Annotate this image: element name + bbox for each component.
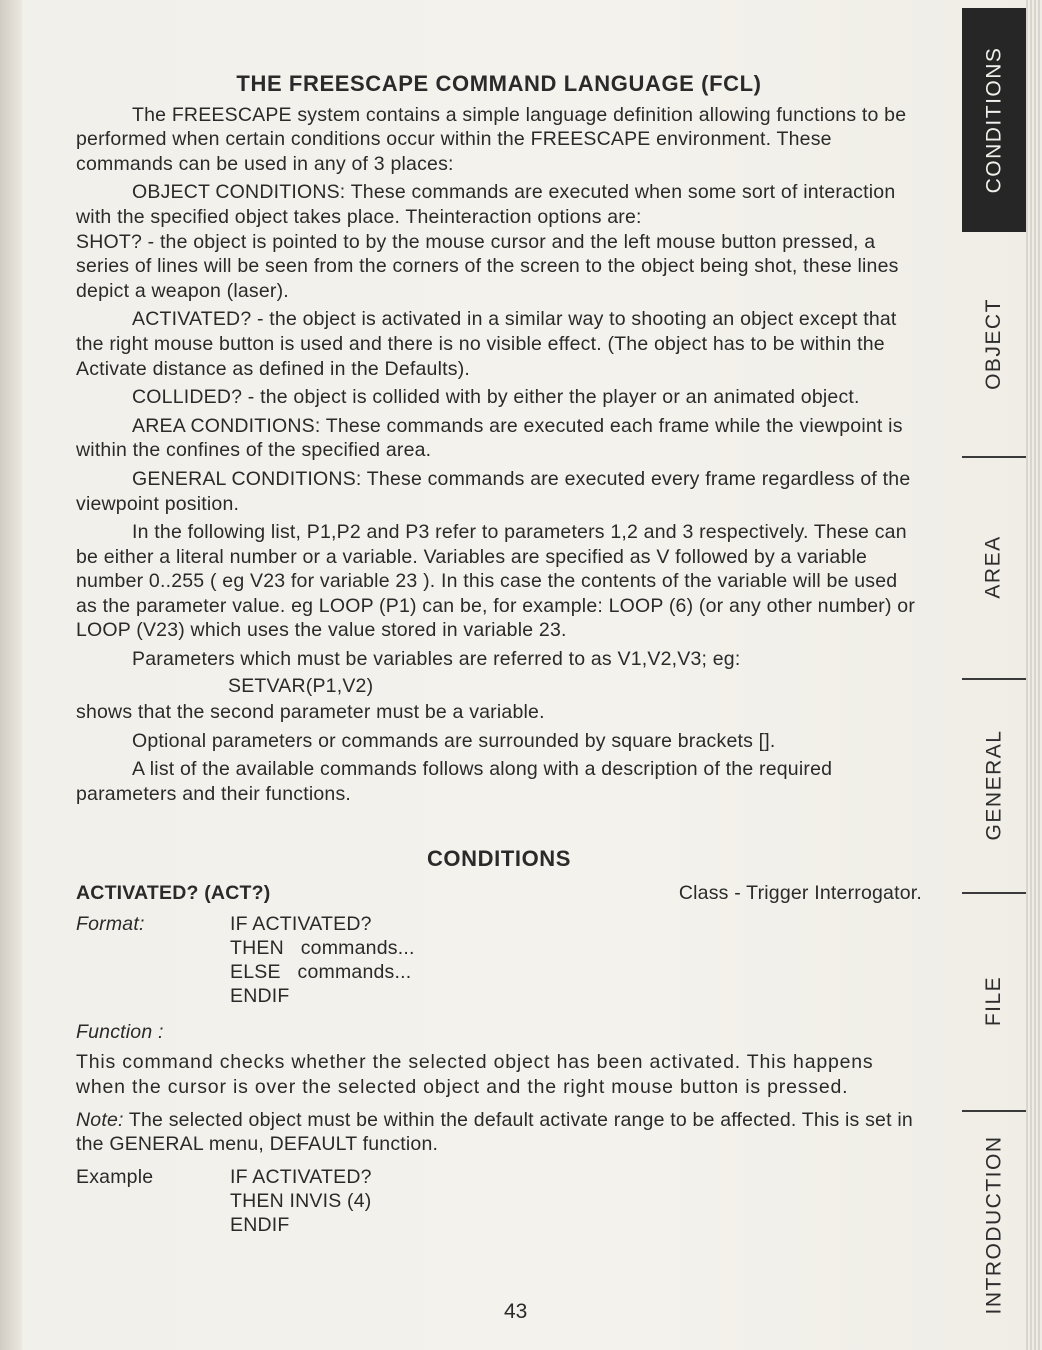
tab-label: AREA (982, 535, 1005, 599)
format-line: IF ACTIVATED? (230, 912, 372, 935)
function-label: Function : (76, 1020, 164, 1043)
example-label: Example (76, 1165, 154, 1188)
command-name: ACTIVATED? (ACT?) (76, 882, 271, 905)
page-binding (0, 0, 22, 1350)
tab-area[interactable] (962, 456, 1026, 680)
general-conditions-paragraph: GENERAL CONDITIONS: These commands are executed every frame regardless of the viewpoint position. (76, 467, 911, 515)
tab-label: FILE (981, 975, 1005, 1027)
variables-paragraph: Parameters which must be variables are referred to as V1,V2,V3; eg: (132, 648, 741, 671)
example-line: THEN INVIS (4) (230, 1189, 372, 1212)
area-conditions-paragraph: AREA CONDITIONS: These commands are executed each frame while the viewpoint is within the confines of the specified area. (76, 414, 903, 462)
note-paragraph (76, 1108, 922, 1157)
parameters-paragraph: In the following list, P1,P2 and P3 refer to parameters 1,2 and 3 respectively. These can be either a literal number or a variable. Variables are specified as V followed by a variable number 0..255 ( eg V23 for variable 23 ). In this case the contents of the variable will be used as the parameter value. eg LOOP (P1) can be, for example: LOOP (6) (or any other number) or LOOP (V23) which uses the value stored in variable 23. (76, 521, 916, 642)
example-lines (230, 1165, 372, 1237)
code-example: SETVAR(P1,V2) (228, 674, 374, 697)
page-heading: THE FREESCAPE COMMAND LANGUAGE (FCL) (236, 71, 762, 96)
tab-label: OBJECT (982, 298, 1005, 390)
note-label: Note: (76, 1108, 124, 1131)
format-line: THEN commands... (230, 936, 415, 959)
second-parameter-paragraph: shows that the second parameter must be a variable. (76, 701, 545, 724)
command-class: Class - Trigger Interrogator. (678, 882, 922, 905)
example-line: ENDIF (230, 1213, 290, 1236)
section-tabs (962, 0, 1042, 1350)
tab-general[interactable] (962, 678, 1026, 894)
tab-label: CONDITIONS (982, 46, 1005, 194)
format-block (76, 912, 922, 1008)
format-line: ENDIF (230, 984, 290, 1007)
format-line: ELSE commands... (230, 960, 412, 983)
command-list-paragraph: A list of the available commands follows along with a description of the required parameters and their functions. (76, 758, 833, 806)
optional-parameters-paragraph: Optional parameters or commands are surrounded by square brackets []. (132, 729, 776, 752)
tab-introduction[interactable] (962, 1110, 1026, 1340)
page-number: 43 (504, 1300, 528, 1323)
format-lines (230, 912, 415, 1008)
function-text: This command checks whether the selected object has been activated. This happens when the cursor is over the selected object and the right mouse button is pressed. (76, 1051, 874, 1098)
note-text: The selected object must be within the default activate range to be affected. This is set in the GENERAL menu, DEFAULT function. (76, 1108, 913, 1156)
page-content (76, 72, 922, 1237)
section-title: CONDITIONS (426, 845, 572, 871)
activated-paragraph: ACTIVATED? - the object is activated in a similar way to shooting an object except that the right mouse button is used and there is no visible effect. (The object has to be within the Activate distance as defined in the Defaults). (76, 308, 897, 380)
tab-conditions[interactable] (962, 8, 1026, 232)
tab-object[interactable] (962, 232, 1026, 458)
command-header (76, 881, 922, 906)
example-block (76, 1165, 922, 1237)
shot-paragraph: SHOT? - the object is pointed to by the mouse cursor and the left mouse button pressed, a series of lines will be seen from the corners of the screen to the object being shot, these lines depict a weapon (laser). (76, 230, 899, 302)
example-line: IF ACTIVATED? (230, 1165, 372, 1188)
tab-label: GENERAL (982, 729, 1005, 841)
intro-paragraph: The FREESCAPE system contains a simple language definition allowing functions to be performed when certain conditions occur within the FREESCAPE environment. These commands can be used in any of 3 places: (76, 103, 907, 175)
tab-label: INTRODUCTION (982, 1135, 1005, 1315)
format-label: Format: (76, 912, 145, 935)
object-conditions-paragraph: OBJECT CONDITIONS: These commands are executed when some sort of interaction with the specified object takes place. Theinteraction options are: (76, 181, 896, 228)
collided-paragraph: COLLIDED? - the object is collided with by either the player or an animated object. (132, 386, 860, 409)
tab-file[interactable] (962, 892, 1026, 1112)
